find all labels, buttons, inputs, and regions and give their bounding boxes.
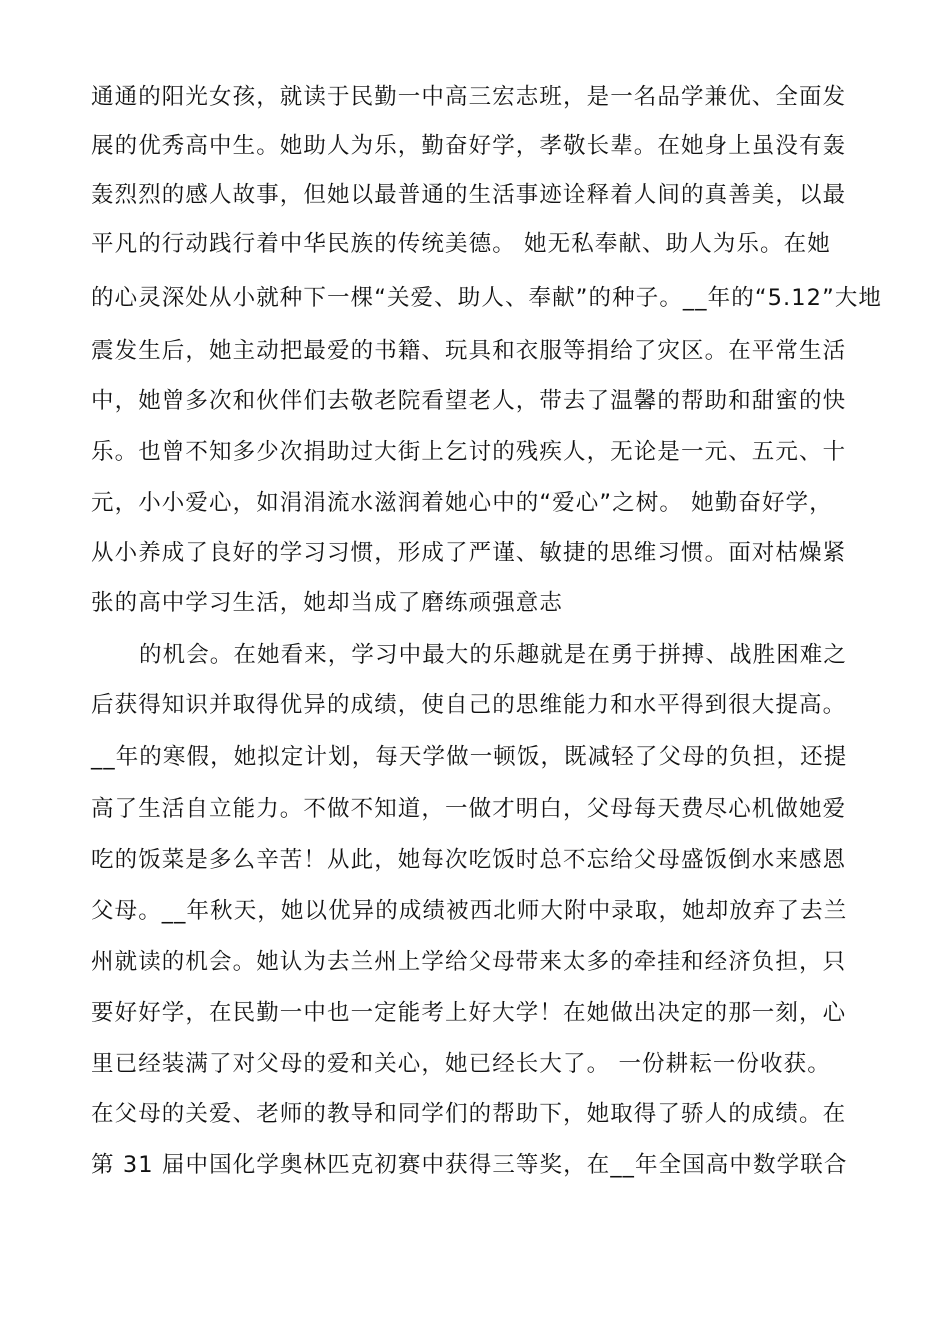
text-line: 元，小小爱心，如涓涓流水滋润着她心中的“爱心”之树。 她勤奋好学， bbox=[91, 490, 833, 516]
text-line: 从小养成了良好的学习习惯，形成了严谨、敏捷的思维习惯。面对枯燥紧 bbox=[91, 540, 847, 566]
text-line: 通通的阳光女孩，就读于民勤一中高三宏志班，是一名品学兼优、全面发 bbox=[91, 84, 847, 110]
text-line: 轰烈烈的感人故事，但她以最普通的生活事迹诠释着人间的真善美，以最 bbox=[91, 182, 847, 208]
text-line: 中，她曾多次和伙伴们去敬老院看望老人，带去了温馨的帮助和甜蜜的快 bbox=[91, 388, 847, 414]
text-line: 乐。也曾不知多少次捐助过大街上乞讨的残疾人，无论是一元、五元、十 bbox=[91, 439, 847, 465]
text-line: 要好好学，在民勤一中也一定能考上好大学！在她做出决定的那一刻，心 bbox=[91, 1000, 847, 1026]
text-line: 里已经装满了对父母的爱和关心，她已经长大了。 一份耕耘一份收获。 bbox=[91, 1051, 831, 1077]
text-line: 后获得知识并取得优异的成绩，使自己的思维能力和水平得到很大提高。 bbox=[91, 692, 847, 718]
text-line: 在父母的关爱、老师的教导和同学们的帮助下，她取得了骄人的成绩。在 bbox=[91, 1101, 847, 1127]
text-line: 第 31 届中国化学奥林匹克初赛中获得三等奖，在__年全国高中数学联合 bbox=[91, 1152, 848, 1178]
text-line: __年的寒假，她拟定计划，每天学做一顿饭，既减轻了父母的负担，还提 bbox=[91, 744, 848, 770]
text-line: 的机会。在她看来，学习中最大的乐趣就是在勇于拼搏、战胜困难之 bbox=[139, 642, 848, 668]
text-line: 的心灵深处从小就种下一棵“关爱、助人、奉献”的种子。__年的“5.12”大地 bbox=[91, 285, 883, 311]
text-line: 展的优秀高中生。她助人为乐，勤奋好学，孝敬长辈。在她身上虽没有轰 bbox=[91, 133, 847, 159]
text-line: 高了生活自立能力。不做不知道，一做才明白，父母每天费尽心机做她爱 bbox=[91, 796, 847, 822]
text-line: 父母。__年秋天，她以优异的成绩被西北师大附中录取，她却放弃了去兰 bbox=[91, 898, 848, 924]
text-line: 州就读的机会。她认为去兰州上学给父母带来太多的牵挂和经济负担，只 bbox=[91, 949, 847, 975]
text-line: 吃的饭菜是多么辛苦！从此，她每次吃饭时总不忘给父母盛饭倒水来感恩 bbox=[91, 847, 847, 873]
text-line: 平凡的行动践行着中华民族的传统美德。 她无私奉献、助人为乐。在她 bbox=[91, 231, 831, 257]
text-line: 张的高中学习生活，她却当成了磨练顽强意志 bbox=[91, 590, 564, 616]
text-line: 震发生后，她主动把最爱的书籍、玩具和衣服等捐给了灾区。在平常生活 bbox=[91, 338, 847, 364]
